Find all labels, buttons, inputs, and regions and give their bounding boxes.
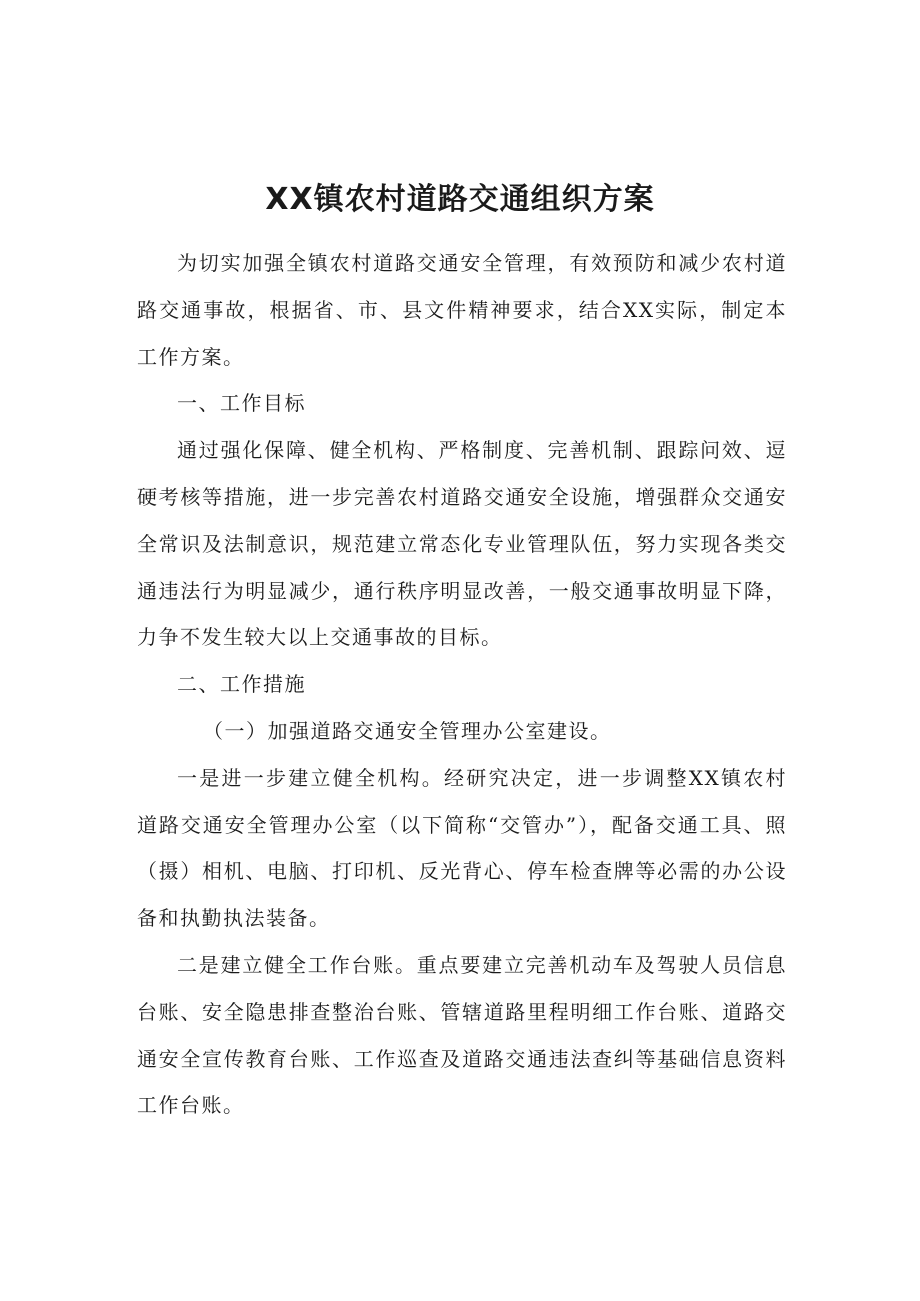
subsection-heading-office: （一）加强道路交通安全管理办公室建设。 [203, 718, 612, 743]
section-heading-measures: 二、工作措施 [177, 672, 306, 697]
document-body [137, 240, 787, 1129]
measure-paragraph-1: 一是进一步建立健全机构。经研究决定，进一步调整XX镇农村道路交通安全管理办公室（以下简称“交管办”），配备交通工具、照（摄）相机、电脑、打印机、反光背心、停车检查牌等必需的办公设备和执勤执法装备。 [137, 765, 787, 931]
measure-paragraph-2: 二是建立健全工作台账。重点要建立完善机动车及驾驶人员信息台账、安全隐患排查整治台账、管辖道路里程明细工作台账、道路交通安全宣传教育台账、工作巡查及道路交通违法查纠等基础信息资料工作台账。 [137, 952, 787, 1118]
intro-paragraph: 为切实加强全镇农村道路交通安全管理，有效预防和减少农村道路交通事故，根据省、市、县文件精神要求，结合XX实际，制定本工作方案。 [137, 251, 787, 369]
document-title: XX镇农村道路交通组织方案 [265, 182, 655, 217]
section-heading-goals: 一、工作目标 [177, 391, 306, 416]
goals-paragraph: 通过强化保障、健全机构、严格制度、完善机制、跟踪问效、逗硬考核等措施，进一步完善农村道路交通安全设施，增强群众交通安全常识及法制意识，规范建立常态化专业管理队伍，努力实现各类交通违法行为明显减少，通行秩序明显改善，一般交通事故明显下降，力争不发生较大以上交通事故的目标。 [137, 438, 787, 650]
